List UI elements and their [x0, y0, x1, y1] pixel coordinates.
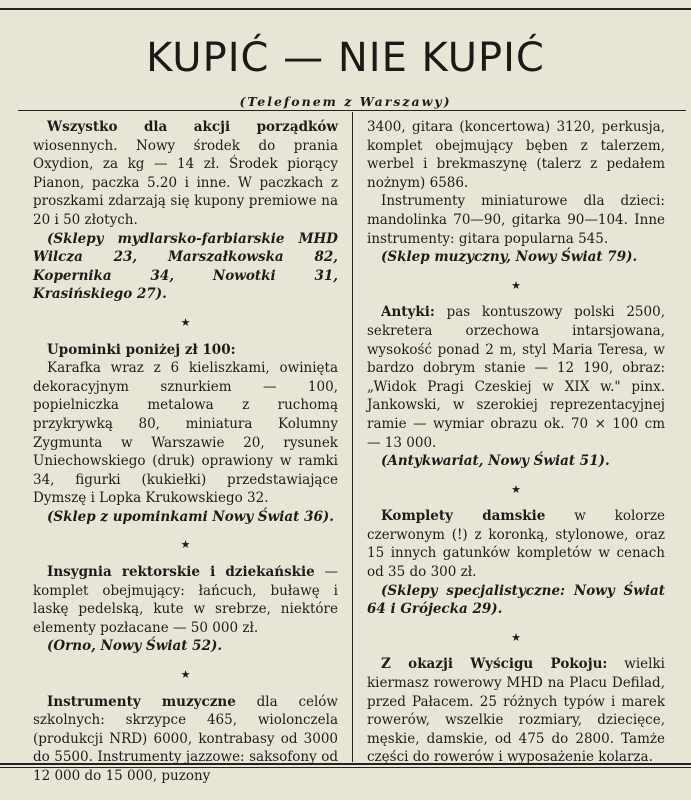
- article-insignia-head: Insygnia rektorskie i dziekańskie: [47, 564, 315, 581]
- article-antiques-head: Antyki:: [381, 304, 435, 321]
- top-rule: [0, 8, 691, 10]
- article-cleaning-body: wiosennych. Nowy środek do prania Oxydion, za kg — 14 zł. Środek piorący Pianon, paczka 5.20 i inne. W paczkach z proszkami zdarzają się kupony premiowe na 20 i 50 złotych.: [33, 137, 338, 228]
- separator-star-icon: ★: [511, 482, 521, 496]
- separator-star-icon: ★: [180, 315, 191, 329]
- article-gifts-body: Karafka wraz z 6 kieliszkami, owinięta dekoracyjnym sznurkiem — 100, popielniczka metalowa z ruchomą przykrywką 80, miniatura Kolumny Zygmunta w Warszawie 20, rysunek Uniechowskiego (druk) oprawiony w ramki 34, figurki (kukiełki) przedstawiające Dymszę i Lopka Krukowskiego 32.: [33, 360, 338, 507]
- article-ladies-head: Komplety damskie: [381, 508, 546, 525]
- separator-star-icon: ★: [180, 538, 191, 552]
- article-instruments-continued: 3400, gitara (koncertowa) 3120, perkusja, komplet obejmujący bęben z talerzem, werbel i brekmaszynę (talerz z pedałem nożnym) 6586.: [367, 119, 665, 191]
- column-divider: [352, 112, 353, 762]
- article-ladies: [367, 507, 665, 581]
- article-antiques: [367, 303, 665, 452]
- article-instruments-head: Instrumenty muzyczne: [47, 693, 236, 710]
- article-peace-race-head: Z okazji Wyścigu Pokoju:: [381, 656, 608, 673]
- article-insignia-source: (Orno, Nowy Świat 52).: [47, 638, 223, 655]
- article-antiques-body: pas kontuszowy polski 2500, sekretera orzechowa intarsjowana, wysokość ponad 2 m, styl Maria Teresa, w bardzo dobrym stanie — 12 190, obraz: „Widok Pragi Czeskiej w XIX w." pinx. Jankowski, w szerokiej reprezentacyjnej ramie — wymiar obrazu ok. 70 × 100 cm — 13 000.: [367, 304, 665, 451]
- article-ladies-source: (Sklepy specjalistyczne: Nowy Świat 64 i Grójecka 29).: [367, 582, 665, 618]
- article-peace-race-body: wielki kiermasz rowerowy MHD na Placu Defilad, przed Pałacem. 25 różnych typów i marek rowerów, wszelkie rozmiary, dziecięce, męskie, damskie, od 475 do 2800. Tamże części do rowerów i wyposażenie kolarza.: [367, 656, 665, 766]
- article-peace-race: [367, 655, 665, 767]
- page-subtitle: (Telefonem z Warszawy): [239, 94, 452, 109]
- article-gifts-head: Upominki poniżej zł 100:: [47, 341, 236, 358]
- article-instruments: [33, 693, 338, 786]
- article-cleaning-source: (Sklepy mydlarsko-farbiarskie MHD Wilcza 23, Marszałkowska 82, Kopernika 34, Nowotki 31, Krasińskiego 27).: [33, 230, 338, 303]
- article-insignia-body: — komplet obejmujący: łańcuch, buławę i laskę pedelską, kute w srebrze, niektóre elementy pozłacane — 50 000 zł.: [33, 564, 338, 636]
- page-title: KUPIĆ — NIE KUPIĆ: [146, 35, 545, 81]
- separator-star-icon: ★: [180, 668, 191, 682]
- header-rule: [18, 110, 686, 111]
- article-instruments-mini: Instrumenty miniaturowe dla dzieci: mandolinka 70—90, gitarka 90—104. Inne instrumenty: gitara popularna 545.: [367, 193, 665, 247]
- separator-star-icon: ★: [511, 630, 521, 644]
- right-column: [367, 118, 665, 767]
- article-cleaning-head: Wszystko dla akcji porządków: [47, 119, 338, 135]
- left-column: [33, 118, 338, 786]
- article-antiques-source: (Antykwariat, Nowy Świat 51).: [381, 453, 610, 470]
- article-ladies-body: w kolorze czerwonym (!) z koronką, stylonowe, oraz 15 innych gatunków kompletów w cenach od 35 do 300 zł.: [367, 508, 665, 581]
- article-insignia: [33, 563, 338, 637]
- article-gifts-source: (Sklep z upominkami Nowy Świat 36).: [47, 508, 334, 525]
- separator-star-icon: ★: [511, 278, 521, 292]
- article-instruments-body: dla celów szkolnych: skrzypce 465, wiolonczela (produkcji NRD) 6000, kontrabasy od 3000 do 5500. Instrumenty jazzowe: saksofony od 12 000 do 15 000, puzony: [33, 693, 338, 784]
- article-instruments-source: (Sklep muzyczny, Nowy Świat 79).: [381, 249, 638, 266]
- article-cleaning: [33, 118, 338, 230]
